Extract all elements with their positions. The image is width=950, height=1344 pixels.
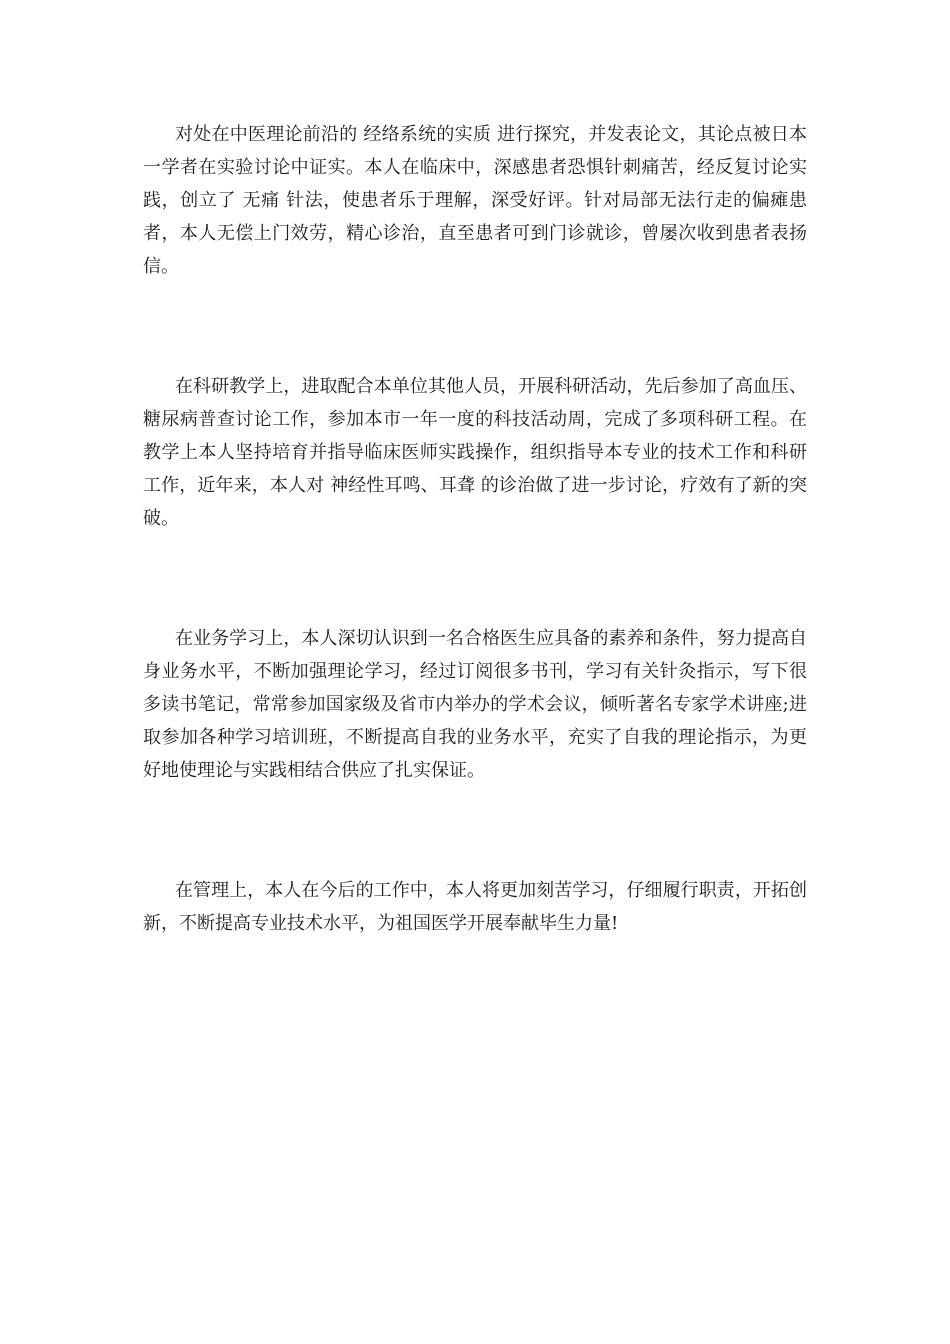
document-body	[143, 118, 807, 940]
paragraph-research-clinical: 对处在中医理论前沿的 经络系统的实质 进行探究，并发表论文，其论点被日本一学者在实验讨论中证实。本人在临床中，深感患者恐惧针刺痛苦，经反复讨论实践，创立了 无痛 针法，使患者乐于理解，深受好评。针对局部无法行走的偏瘫患者，本人无偿上门效劳，精心诊治，直至患者可到门诊就诊，曾屡次收到患者表扬信。	[143, 124, 807, 277]
paragraph-research-teaching: 在科研教学上，进取配合本单位其他人员，开展科研活动，先后参加了高血压、糖尿病普查讨论工作，参加本市一年一度的科技活动周，完成了多项科研工程。在教学上本人坚持培育并指导临床医师实践操作，组织指导本专业的技术工作和科研工作，近年来，本人对 神经性耳鸣、耳聋 的诊治做了进一步讨论，疗效有了新的突破。	[143, 376, 807, 529]
paragraph-professional-study: 在业务学习上，本人深切认识到一名合格医生应具备的素养和条件，努力提高自身业务水平，不断加强理论学习，经过订阅很多书刊，学习有关针灸指示，写下很多读书笔记，常常参加国家级及省市内举办的学术会议，倾听著名专家学术讲座;进取参加各种学习培训班，不断提高自我的业务水平，充实了自我的理论指示，为更好地使理论与实践相结合供应了扎实保证。	[143, 628, 807, 781]
paragraph-management: 在管理上，本人在今后的工作中，本人将更加刻苦学习，仔细履行职责，开拓创新，不断提高专业技术水平，为祖国医学开展奉献毕生力量!	[143, 880, 807, 934]
